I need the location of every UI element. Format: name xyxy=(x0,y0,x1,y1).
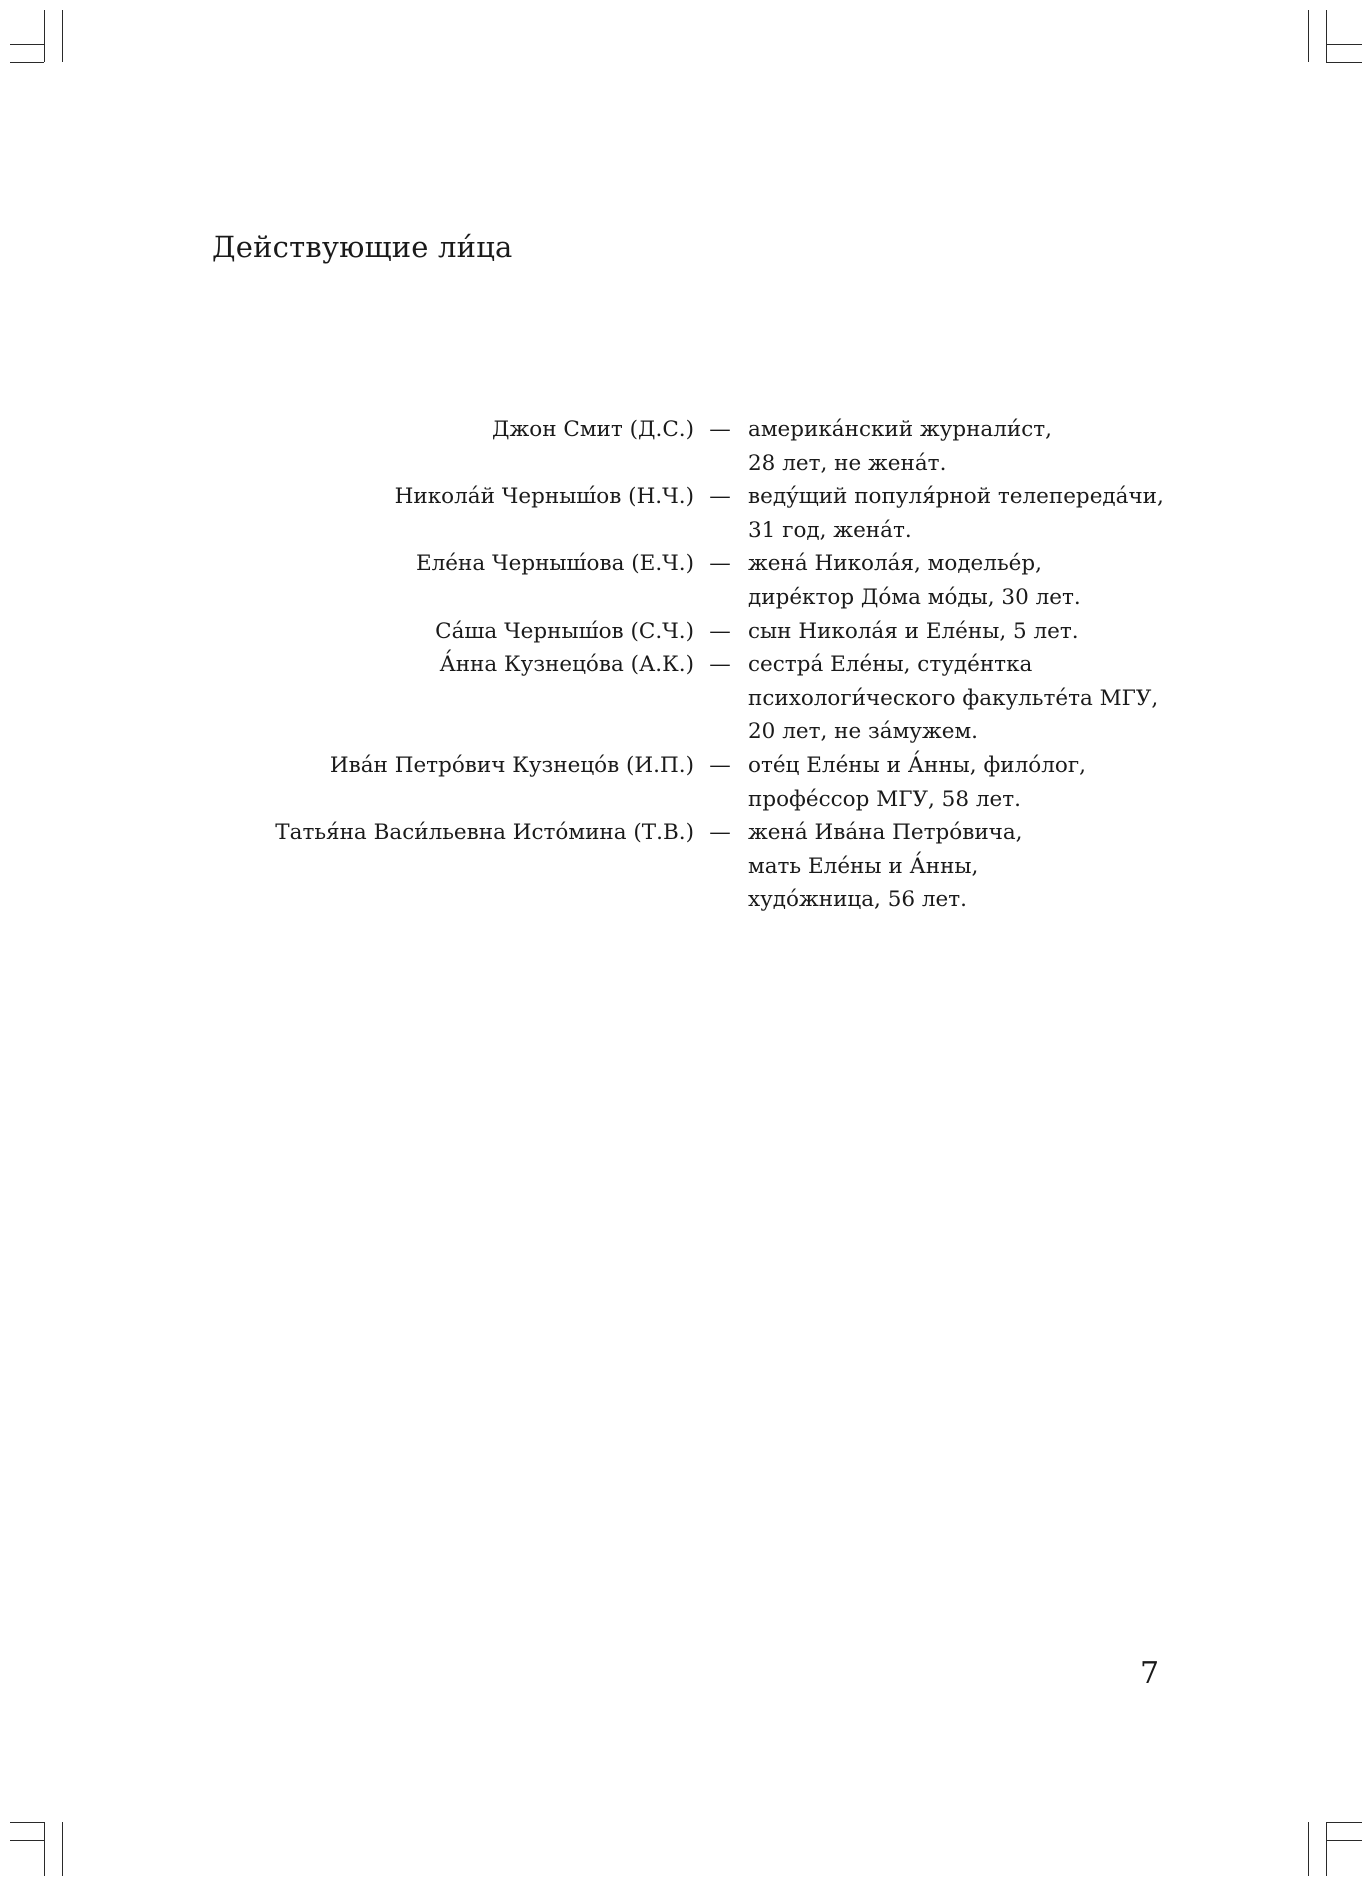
crop-mark xyxy=(44,1822,45,1876)
character-description xyxy=(746,816,1023,917)
description-line: америка́нский журнали́ст, xyxy=(748,417,1053,442)
cast-list xyxy=(250,413,1164,917)
description-line: жена́ Никола́я, модельéр, xyxy=(748,551,1042,577)
crop-mark xyxy=(1326,44,1362,45)
crop-mark xyxy=(10,1822,44,1823)
cast-entry xyxy=(250,547,1150,614)
dash-separator: — xyxy=(709,820,731,846)
cast-entry xyxy=(250,648,1159,749)
description-line: 28 лет, не жена́т. xyxy=(748,450,947,476)
character-name: А́нна Кузнецо́ва (А.К.) xyxy=(439,652,694,678)
description-line: 31 год, жена́т. xyxy=(748,517,912,543)
description-line: психологи́ческого факульте́та МГУ, xyxy=(748,685,1159,711)
character-description xyxy=(746,480,1164,547)
character-description xyxy=(746,648,1158,749)
crop-mark xyxy=(10,1840,44,1841)
character-description xyxy=(746,615,1079,649)
dash-separator: — xyxy=(709,618,731,644)
character-name: Ива́н Петро́вич Кузнецо́в (И.П.) xyxy=(329,752,694,778)
character-description xyxy=(746,547,1081,614)
page-heading: Действующие ли́ца xyxy=(212,230,513,264)
page-number: 7 xyxy=(1140,1656,1160,1691)
description-line: мать Еле́ны и А́нны, xyxy=(748,853,979,879)
dash-separator: — xyxy=(709,652,731,678)
description-line: 20 лет, не за́мужем. xyxy=(748,719,979,745)
description-line: сын Никола́я и Еле́ны, 5 лет. xyxy=(748,618,1079,644)
character-name: Никола́й Черныш́ов (Н.Ч.) xyxy=(394,484,694,510)
crop-mark xyxy=(1326,10,1327,62)
description-line: сестра́ Еле́ны, студе́нтка xyxy=(748,652,1033,678)
crop-mark xyxy=(62,1822,63,1876)
dash-separator: — xyxy=(709,551,731,577)
description-line: дирéктор До́ма мо́ды, 30 лет. xyxy=(748,584,1081,610)
dash-separator: — xyxy=(709,752,731,778)
crop-mark xyxy=(1308,1822,1309,1876)
crop-mark xyxy=(1326,62,1362,63)
crop-mark xyxy=(1326,1822,1327,1876)
character-description xyxy=(746,413,1052,480)
dash-separator: — xyxy=(709,417,731,442)
crop-mark xyxy=(1326,1840,1362,1841)
cast-entry xyxy=(250,413,1150,480)
character-description xyxy=(746,749,1086,816)
crop-mark xyxy=(62,10,63,62)
crop-mark xyxy=(1308,10,1309,62)
crop-mark xyxy=(44,10,45,62)
cast-entry xyxy=(250,615,1150,649)
description-line: жена́ Ива́на Петро́вича, xyxy=(748,820,1023,846)
cast-entry xyxy=(250,816,1150,917)
crop-mark xyxy=(10,62,44,63)
description-line: веду́щий популя́рной телепереда́чи, xyxy=(748,484,1164,510)
character-name: Еле́на Черныш́ова (Е.Ч.) xyxy=(415,551,694,577)
description-line: худо́жница, 56 лет. xyxy=(748,887,968,913)
cast-entry xyxy=(250,749,1150,816)
character-name: Са́ша Черныш́ов (С.Ч.) xyxy=(435,618,694,644)
crop-mark xyxy=(1326,1822,1362,1823)
cast-entry xyxy=(250,480,1164,547)
dash-separator: — xyxy=(709,484,731,510)
description-line: оте́ц Еле́ны и А́нны, фило́лог, xyxy=(748,752,1086,778)
crop-mark xyxy=(10,44,44,45)
character-name: Джон Смит (Д.С.) xyxy=(492,417,694,442)
character-name: Татья́на Васи́льевна Исто́мина (Т.В.) xyxy=(275,820,694,846)
description-line: профе́ссор МГУ, 58 лет. xyxy=(748,786,1021,812)
